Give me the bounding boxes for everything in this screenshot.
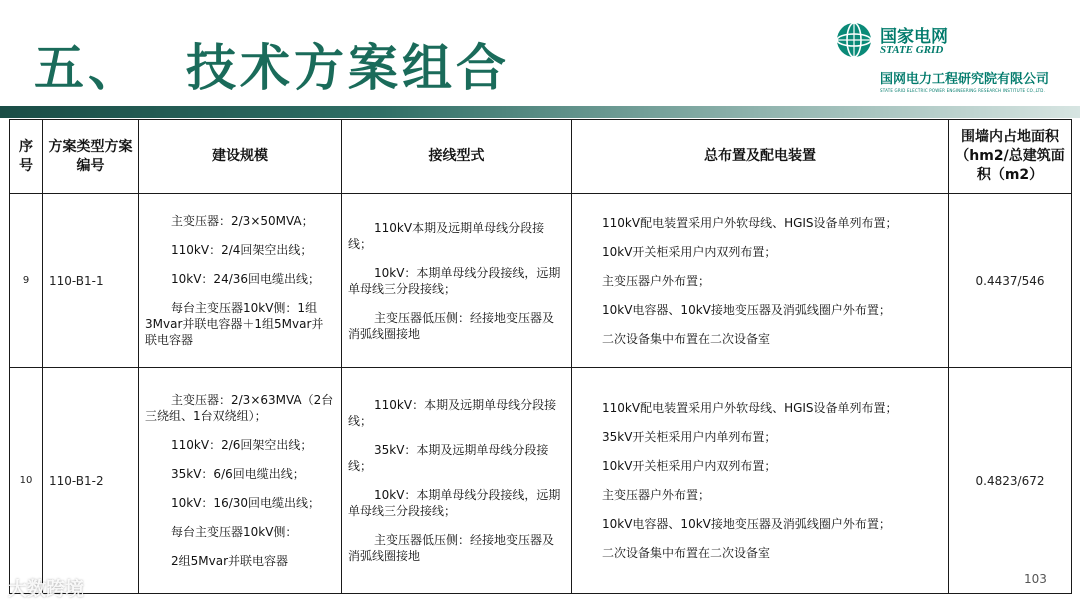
layout-line: 110kV配电装置采用户外软母线、HGIS设备单列布置； bbox=[602, 401, 898, 415]
scale-line: 110kV：2/6回架空出线； bbox=[171, 438, 313, 452]
header-divider bbox=[0, 106, 1080, 118]
logo-name-en: STATE GRID bbox=[880, 44, 944, 56]
wiring-line: 35kV：本期及远期单母线分段接线； bbox=[348, 443, 549, 473]
scale-line: 2组5Mvar并联电容器 bbox=[171, 554, 289, 568]
layout-line: 35kV开关柜采用户内单列布置； bbox=[602, 430, 777, 444]
wiring-line: 10kV：本期单母线分段接线，远期单母线三分段接线； bbox=[348, 488, 561, 518]
title-number: 五、 bbox=[34, 39, 142, 97]
scale-line: 35kV：6/6回电缆出线； bbox=[171, 467, 305, 481]
table-row bbox=[10, 368, 1072, 594]
layout-line: 主变压器户外布置； bbox=[602, 273, 711, 288]
table-header-row bbox=[10, 120, 1072, 194]
header-no: 序号 bbox=[10, 120, 43, 194]
header-code: 方案类型方案编号 bbox=[43, 120, 139, 194]
scale-line: 每台主变压器10kV侧：1组3Mvar并联电容器＋1组5Mvar并联电容器 bbox=[145, 301, 324, 347]
row-scale bbox=[139, 194, 342, 368]
layout-line: 10kV开关柜采用户内双列布置； bbox=[602, 244, 777, 259]
scale-line: 主变压器：2/3×50MVA； bbox=[171, 214, 314, 228]
row-no: 9 bbox=[10, 194, 43, 368]
logo-name-cn: 国家电网 bbox=[880, 27, 948, 47]
wiring-line: 10kV：本期单母线分段接线，远期单母线三分段接线； bbox=[348, 265, 561, 296]
layout-line: 主变压器户外布置； bbox=[602, 488, 711, 502]
scale-line: 每台主变压器10kV侧： bbox=[171, 525, 298, 539]
watermark: 大数跨境 bbox=[8, 578, 85, 600]
scale-line: 10kV：16/30回电缆出线； bbox=[171, 496, 321, 510]
row-area: 0.4437/546 bbox=[949, 194, 1072, 368]
header-scale: 建设规模 bbox=[139, 120, 342, 194]
layout-line: 10kV开关柜采用户内双列布置； bbox=[602, 459, 777, 473]
slide-title bbox=[34, 28, 510, 100]
scale-line: 主变压器：2/3×63MVA（2台三绕组、1台双绕组）； bbox=[145, 393, 334, 423]
header-layout: 总布置及配电装置 bbox=[572, 120, 949, 194]
scale-line: 110kV：2/4回架空出线； bbox=[171, 243, 313, 257]
state-grid-emblem-icon bbox=[836, 22, 872, 58]
state-grid-logo bbox=[836, 22, 1072, 94]
scale-line: 10kV：24/36回电缆出线； bbox=[171, 272, 321, 286]
header-area: 围墙内占地面积（hm2/总建筑面积（m2） bbox=[949, 120, 1072, 194]
header-wiring: 接线型式 bbox=[342, 120, 572, 194]
scheme-table bbox=[9, 119, 1072, 594]
row-wiring bbox=[342, 194, 572, 368]
wiring-line: 主变压器低压侧：经接地变压器及消弧线圈接地 bbox=[348, 310, 555, 341]
wiring-line: 主变压器低压侧：经接地变压器及消弧线圈接地 bbox=[348, 533, 555, 563]
institute-name-en: STATE GRID ELECTRIC POWER ENGINEERING RESEARCH INSTITUTE CO.,LTD. bbox=[880, 88, 1046, 93]
row-code: 110-B1-2 bbox=[43, 368, 139, 594]
row-code: 110-B1-1 bbox=[43, 194, 139, 368]
layout-line: 10kV电容器、10kV接地变压器及消弧线圈户外布置； bbox=[602, 302, 891, 317]
row-wiring bbox=[342, 368, 572, 594]
row-area: 0.4823/672 bbox=[949, 368, 1072, 594]
row-no: 10 bbox=[10, 368, 43, 594]
wiring-line: 110kV本期及远期单母线分段接线； bbox=[348, 220, 545, 251]
row-scale bbox=[139, 368, 342, 594]
institute-name: 国网电力工程研究院有限公司 bbox=[880, 72, 1050, 87]
row-layout bbox=[572, 194, 949, 368]
wiring-line: 110kV：本期及远期单母线分段接线； bbox=[348, 398, 557, 428]
page-number: 103 bbox=[1024, 572, 1047, 586]
layout-line: 二次设备集中布置在二次设备室 bbox=[602, 546, 771, 560]
layout-line: 10kV电容器、10kV接地变压器及消弧线圈户外布置； bbox=[602, 517, 891, 531]
row-layout bbox=[572, 368, 949, 594]
title-text: 技术方案组合 bbox=[186, 39, 510, 97]
table-row bbox=[10, 194, 1072, 368]
layout-line: 二次设备集中布置在二次设备室 bbox=[602, 331, 771, 346]
layout-line: 110kV配电装置采用户外软母线、HGIS设备单列布置； bbox=[602, 215, 898, 230]
